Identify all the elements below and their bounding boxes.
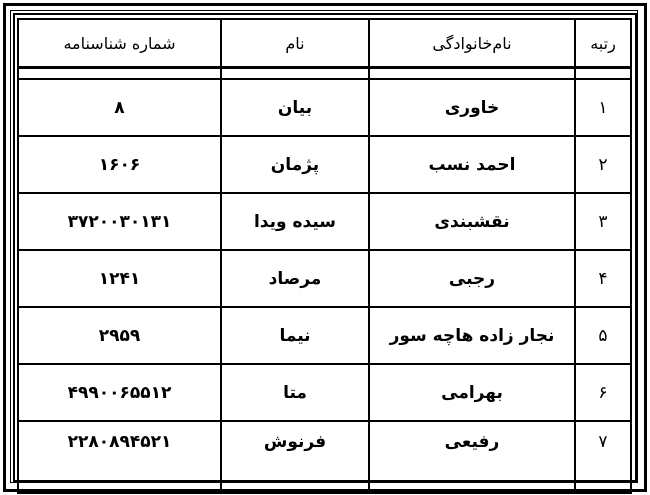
name-cell: فرنوش: [221, 421, 369, 493]
name-cell: نیما: [221, 307, 369, 364]
name-cell: مرصاد: [221, 250, 369, 307]
separator-cell: [369, 68, 575, 80]
id-number-cell: ۳۷۲۰۰۳۰۱۳۱: [18, 193, 221, 250]
rank-cell: ۷: [575, 421, 631, 493]
table-row: [18, 307, 631, 364]
rank-cell: ۵: [575, 307, 631, 364]
family-name-cell: بهرامی: [369, 364, 575, 421]
name-cell: پژمان: [221, 136, 369, 193]
rank-cell: ۱: [575, 79, 631, 136]
name-cell: بیان: [221, 79, 369, 136]
header-separator-row: [18, 68, 631, 80]
table-row: [18, 193, 631, 250]
id-number-cell: ۲۲۸۰۸۹۴۵۲۱: [18, 421, 221, 493]
table-row: [18, 364, 631, 421]
family-name-cell: احمد نسب: [369, 136, 575, 193]
rank-cell: ۳: [575, 193, 631, 250]
name-cell: متا: [221, 364, 369, 421]
id-number-cell: ۱۶۰۶: [18, 136, 221, 193]
header-name: نام: [221, 19, 369, 68]
header-id-number: شماره شناسنامه: [18, 19, 221, 68]
rank-cell: ۶: [575, 364, 631, 421]
table-row: [18, 136, 631, 193]
family-name-cell: رفیعی: [369, 421, 575, 493]
family-name-cell: رجبی: [369, 250, 575, 307]
rank-cell: ۲: [575, 136, 631, 193]
family-name-cell: نقشبندی: [369, 193, 575, 250]
rank-cell: ۴: [575, 250, 631, 307]
ranking-table: [17, 18, 632, 494]
header-row: [18, 19, 631, 68]
table-row: [18, 421, 631, 493]
id-number-cell: ۲۹۵۹: [18, 307, 221, 364]
id-number-cell: ۱۲۴۱: [18, 250, 221, 307]
separator-cell: [575, 68, 631, 80]
table-row: [18, 250, 631, 307]
family-name-cell: نجار زاده هاچه سور: [369, 307, 575, 364]
table-row: [18, 79, 631, 136]
id-number-cell: ۴۹۹۰۰۶۵۵۱۲: [18, 364, 221, 421]
id-number-cell: ۸: [18, 79, 221, 136]
separator-cell: [18, 68, 221, 80]
header-rank: رتبه: [575, 19, 631, 68]
header-family-name: نام‌خانوادگی: [369, 19, 575, 68]
name-cell: سیده ویدا: [221, 193, 369, 250]
family-name-cell: خاوری: [369, 79, 575, 136]
separator-cell: [221, 68, 369, 80]
